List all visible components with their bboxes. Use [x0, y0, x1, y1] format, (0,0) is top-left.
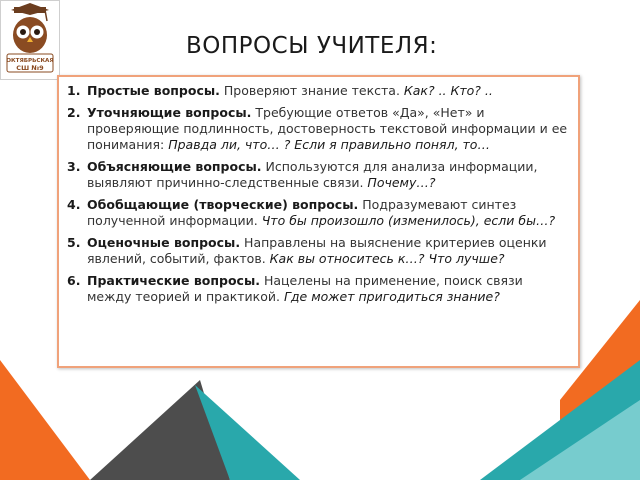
question-description: Подразумевают синтез полученной информации.	[87, 197, 517, 228]
question-number: 5.	[67, 235, 81, 250]
school-logo	[0, 0, 60, 80]
question-example: Правда ли, что… ? Если я правильно понял, то…	[168, 137, 490, 152]
question-number: 2.	[67, 105, 81, 120]
question-heading: Практические вопросы.	[87, 273, 261, 288]
question-description: Направлены на выяснение критериев оценки явлений, событий, фактов.	[87, 235, 547, 266]
logo-caption-line2: СШ №9	[16, 64, 44, 72]
question-description: Проверяют знание текста.	[219, 83, 404, 98]
question-number: 3.	[67, 159, 81, 174]
question-heading: Обобщающие (творческие) вопросы.	[87, 197, 359, 212]
question-description: Нацелены на применение, поиск связи между теорией и практикой.	[87, 273, 523, 304]
question-example: Почему…?	[367, 175, 436, 190]
orange-triangle-shape	[0, 360, 90, 480]
question-heading: Уточняющие вопросы.	[87, 105, 252, 120]
question-example: Где может пригодиться знание?	[283, 289, 500, 304]
question-item	[67, 273, 568, 305]
questions-list	[67, 83, 568, 305]
question-heading: Простые вопросы.	[87, 83, 220, 98]
question-item	[67, 105, 568, 153]
slide-title: ВОПРОСЫ УЧИТЕЛЯ:	[186, 33, 438, 59]
question-description: Требующие ответов «Да», «Нет» и проверяющие подлинность, достоверность текстовой информации и ее понимания:	[87, 105, 568, 152]
dark-gray-wedge-shape	[90, 380, 230, 480]
question-number: 4.	[67, 197, 81, 212]
question-item	[67, 83, 568, 99]
question-item	[67, 235, 568, 267]
questions-content-box	[57, 75, 580, 368]
question-description: Используются для анализа информации, выявляют причинно-следственные связи.	[87, 159, 538, 190]
question-example: Что бы произошло (изменилось), если бы…?	[261, 213, 556, 228]
question-number: 1.	[67, 83, 81, 98]
question-heading: Объясняющие вопросы.	[87, 159, 262, 174]
question-example: Как? .. Кто? ..	[403, 83, 493, 98]
question-heading: Оценочные вопросы.	[87, 235, 241, 250]
question-item	[67, 159, 568, 191]
question-item	[67, 197, 568, 229]
question-number: 6.	[67, 273, 81, 288]
logo-caption-line1: ОКТЯБРЬСКАЯ	[6, 58, 54, 64]
question-example: Как вы относитесь к…? Что лучше?	[269, 251, 505, 266]
owl-emblem-icon	[1, 1, 59, 79]
